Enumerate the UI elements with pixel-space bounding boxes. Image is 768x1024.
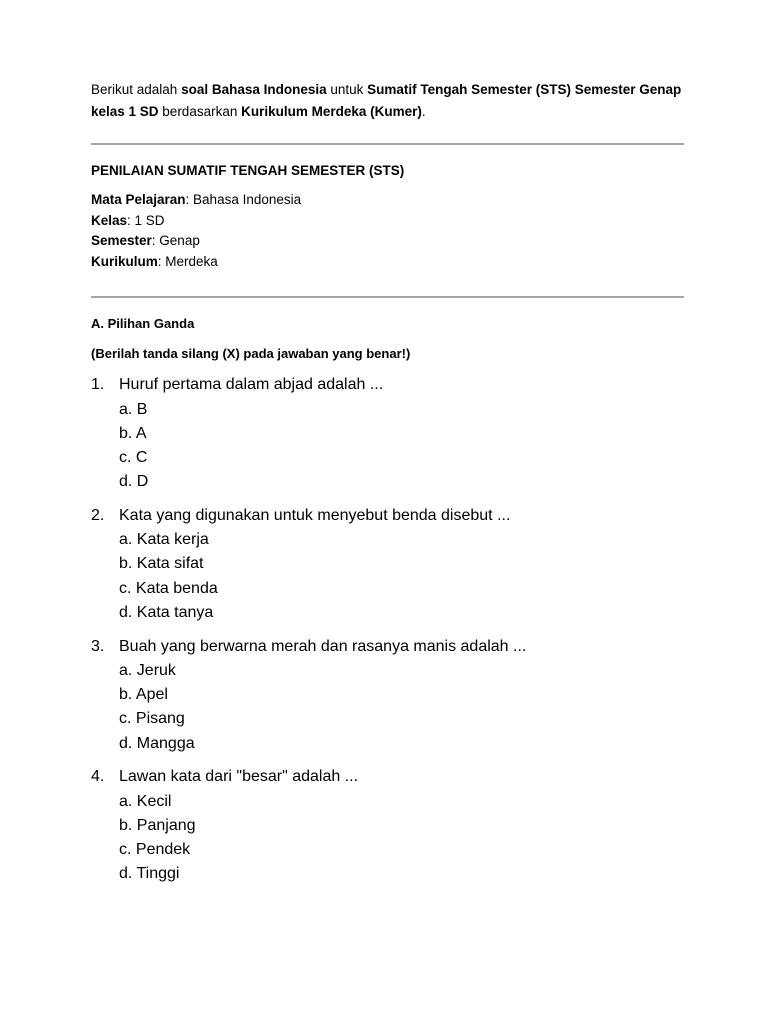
answer-option: a. Jeruk: [119, 662, 176, 679]
section-title: A. Pilihan Ganda: [91, 316, 195, 331]
horizontal-divider: [91, 143, 684, 145]
question-number: 1.: [91, 376, 105, 393]
subject-label: Mata Pelajaran: [91, 192, 186, 207]
semester-value: : Genap: [151, 233, 200, 249]
semester-row: [91, 231, 301, 252]
question-number: 2.: [91, 506, 105, 524]
answer-option: c. Pendek: [119, 841, 191, 859]
question-item: [91, 373, 687, 494]
answer-option: c. Pisang: [119, 710, 185, 728]
curriculum-label: Kurikulum: [91, 254, 158, 270]
question-item: [91, 635, 687, 756]
question-number: 3.: [91, 637, 105, 655]
section-instruction: (Berilah tanda silang (X) pada jawaban yang benar!): [91, 346, 411, 361]
question-item: [91, 504, 687, 625]
question-text: Huruf pertama dalam abjad adalah ...: [119, 376, 384, 393]
answer-option: d. Mangga: [119, 734, 195, 752]
intro-bold-2: Sumatif Tengah Semester (STS) Semester Genap kelas 1 SD: [91, 82, 682, 119]
question-row: [91, 373, 687, 398]
intro-text-4: .: [421, 104, 426, 119]
question-text: Kata yang digunakan untuk menyebut benda disebut ...: [119, 506, 511, 524]
answer-option: d. D: [119, 473, 149, 491]
assessment-title: PENILAIAN SUMATIF TENGAH SEMESTER (STS): [91, 163, 405, 178]
answer-option: c. C: [119, 448, 148, 466]
curriculum-row: [91, 252, 301, 273]
intro-paragraph: [91, 79, 687, 123]
question-number: 4.: [91, 768, 105, 786]
question-list: [91, 373, 687, 896]
subject-row: [91, 190, 301, 211]
assessment-metadata: [91, 190, 301, 273]
intro-text-1: Berikut adalah: [91, 82, 182, 97]
class-row: [91, 211, 301, 232]
intro-text-2: untuk: [326, 82, 368, 97]
answer-option: b. Panjang: [119, 816, 196, 834]
answer-option: b. Kata sifat: [119, 555, 204, 573]
subject-value: : Bahasa Indonesia: [185, 192, 302, 207]
question-text: Buah yang berwarna merah dan rasanya manis adalah ...: [119, 637, 527, 655]
question-text: Lawan kata dari "besar" adalah ...: [119, 768, 359, 786]
question-item: [91, 765, 687, 886]
answer-option: a. Kecil: [119, 792, 172, 810]
answer-option: b. Apel: [119, 686, 168, 704]
answer-option: a. Kata kerja: [119, 531, 209, 549]
question-row: [91, 635, 687, 660]
answer-option: a. B: [119, 400, 148, 418]
intro-text-3: berdasarkan: [158, 104, 242, 119]
answer-option: b. A: [119, 424, 147, 442]
question-row: [91, 504, 687, 529]
horizontal-divider: [91, 296, 684, 298]
answer-option: d. Kata tanya: [119, 603, 214, 621]
intro-bold-3: Kurikulum Merdeka (Kumer): [241, 104, 422, 119]
semester-label: Semester: [91, 233, 152, 249]
answer-option: c. Kata benda: [119, 579, 218, 597]
class-label: Kelas: [91, 212, 128, 228]
answer-option: d. Tinggi: [119, 865, 180, 883]
class-value: : 1 SD: [127, 212, 165, 228]
intro-bold-1: soal Bahasa Indonesia: [181, 82, 327, 97]
curriculum-value: : Merdeka: [157, 254, 218, 270]
question-row: [91, 765, 687, 790]
